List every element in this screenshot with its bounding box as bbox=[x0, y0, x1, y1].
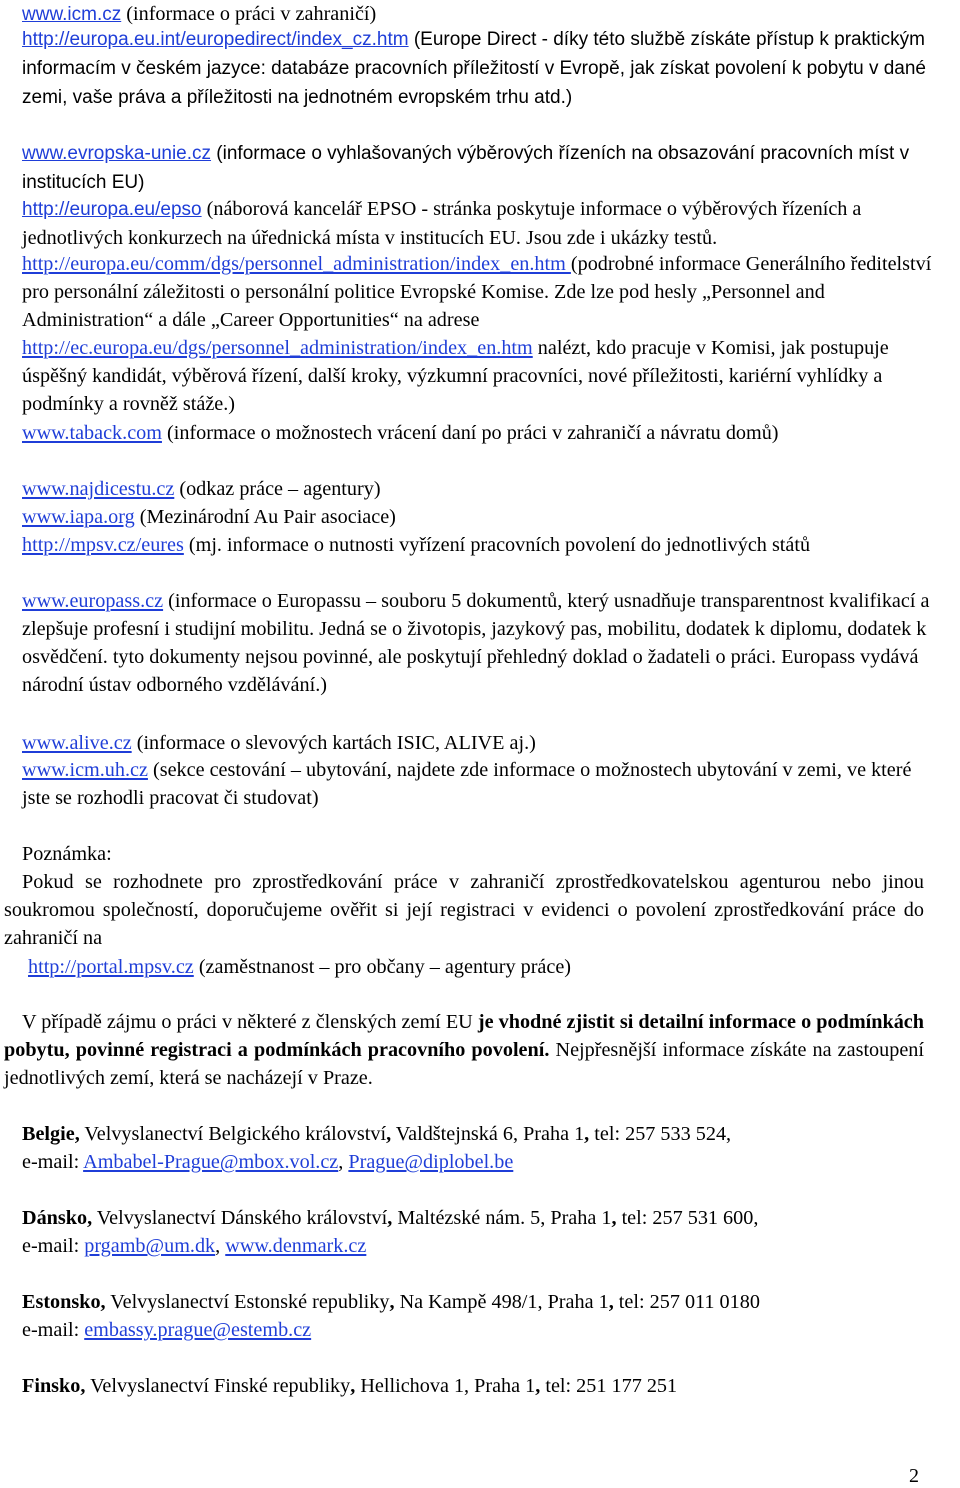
list-item bbox=[22, 756, 934, 812]
link-iapa[interactable]: www.iapa.org bbox=[22, 506, 135, 528]
embassy-name: Velvyslanectví Dánského království bbox=[92, 1207, 388, 1229]
list-item bbox=[22, 587, 934, 699]
list-item bbox=[22, 139, 934, 197]
link-alive[interactable]: www.alive.cz bbox=[22, 732, 132, 754]
info-intro: V případě zájmu o práci v některé z členských zemí EU bbox=[22, 1011, 478, 1033]
link-ec-personnel[interactable]: http://ec.europa.eu/dgs/personnel_administration/index_en.htm bbox=[22, 337, 533, 359]
country-name: Finsko, bbox=[22, 1375, 86, 1397]
embassy-name: Velvyslanectví Belgického království bbox=[79, 1123, 387, 1145]
list-item bbox=[22, 475, 381, 503]
list-item bbox=[22, 25, 934, 112]
country-name: Belgie, bbox=[22, 1123, 80, 1145]
link-icm-uh[interactable]: www.icm.uh.cz bbox=[22, 759, 148, 781]
list-item bbox=[22, 503, 396, 531]
link-description: (podrobné informace Generálního ředitelství pro personální záležitosti o personální politice Evropské Komise. Zde lze pod hesly „Personnel and Administration“ a dále „Career Opportunities“ na adrese bbox=[22, 253, 932, 331]
embassy-name: Velvyslanectví Finské republiky bbox=[85, 1375, 351, 1397]
link-description: nalézt, kdo pracuje v Komisi, jak postupuje úspěšný kandidát, výběrová řízení, další kroky, výzkumní pracovníci, nové příležitosti, kariérní vyhlídky a podmínky a rovněž stáže.) bbox=[22, 337, 889, 415]
link-description: (sekce cestování – ubytování, najdete zde informace o možnostech ubytování v zemi, ve které jste se rozhodli pracovat či studovat) bbox=[22, 759, 912, 809]
email-link[interactable]: Ambabel-Prague@mbox.vol.cz bbox=[83, 1151, 339, 1173]
link-evropska-unie[interactable]: www.evropska-unie.cz bbox=[22, 143, 212, 164]
embassy-belgie-email: e-mail: Ambabel-Prague@mbox.vol.cz, Prague@diplobel.be bbox=[22, 1151, 514, 1173]
country-name: Dánsko, bbox=[22, 1207, 93, 1229]
embassy-dansko-email: e-mail: prgamb@um.dk, www.denmark.cz bbox=[22, 1235, 367, 1257]
embassy-tel: tel: 257 533 524, bbox=[589, 1123, 732, 1145]
embassy-finsko: Finsko, Velvyslanectví Finské republiky, Hellichova 1, Praha 1, tel: 251 177 251 bbox=[22, 1375, 678, 1397]
embassy-tel: tel: 251 177 251 bbox=[540, 1375, 678, 1397]
embassy-tel: tel: 257 531 600, bbox=[616, 1207, 759, 1229]
email-label: e-mail: bbox=[22, 1319, 85, 1341]
list-item bbox=[22, 250, 934, 418]
embassy-name: Velvyslanectví Estonské republiky bbox=[105, 1291, 390, 1313]
link-description: (zaměstnanost – pro občany – agentury práce) bbox=[193, 956, 572, 978]
embassy-estonsko: Estonsko, Velvyslanectví Estonské republiky, Na Kampě 498/1, Praha 1, tel: 257 011 0180 bbox=[22, 1291, 760, 1313]
info-outro: Nejpřesnější informace získáte na zastoupení jednotlivých zemí, která se nacházejí v Praze. bbox=[4, 1039, 924, 1089]
link-personnel-administration[interactable]: http://europa.eu/comm/dgs/personnel_administration/index_en.htm bbox=[22, 253, 571, 275]
link-taback[interactable]: www.taback.com bbox=[22, 422, 162, 444]
list-item bbox=[22, 195, 934, 252]
embassy-address: Na Kampě 498/1, Praha 1 bbox=[394, 1291, 609, 1313]
link-europe-direct[interactable]: http://europa.eu.int/europedirect/index_cz.htm bbox=[22, 29, 409, 50]
link-description: (Mezinárodní Au Pair asociace) bbox=[134, 506, 396, 528]
link-description: (informace o slevových kartách ISIC, ALIVE aj.) bbox=[131, 732, 536, 754]
embassy-address: Hellichova 1, Praha 1 bbox=[355, 1375, 536, 1397]
link-description: (informace o práci v zahraničí) bbox=[121, 3, 377, 25]
page-number: 2 bbox=[909, 1465, 919, 1487]
link-mpsv-eures[interactable]: http://mpsv.cz/eures bbox=[22, 534, 184, 556]
email-label: e-mail: bbox=[22, 1235, 85, 1257]
embassy-estonsko-email bbox=[22, 1316, 311, 1344]
link-description: (informace o Europassu – souboru 5 dokumentů, který usnadňuje transparentnost kvalifikací a zlepšuje profesní i studijní mobilitu. Jedná se o životopis, jazykový pas, mobilitu, dodatek k diplomu, dodatek k osvědčení. tyto dokumenty nejsou povinné, ale poskytují přehledný doklad o žadateli o práci. Europass vydává národní ústav odborného vzdělávání.) bbox=[22, 590, 930, 696]
note-text: Pokud se rozhodnete pro zprostředkování práce v zahraničí zprostředkovatelskou agenturou nebo jinou soukromou společností, doporučujeme ověřit si její registraci v evidenci o povolení zprostředkování práce do zahraničí na bbox=[4, 871, 924, 949]
link-description: (náborová kancelář EPSO - stránka poskytuje informace o výběrových řízeních a jednotlivých konkurzech na úřednická místa v institucích EU. Jsou zde i ukázky testů. bbox=[22, 198, 862, 249]
link-description: (informace o možnostech vrácení daní po práci v zahraničí a návratu domů) bbox=[161, 422, 779, 444]
note-title: Poznámka: bbox=[22, 843, 112, 865]
list-item bbox=[22, 531, 934, 559]
link-description: (Europe Direct - díky této službě získáte přístup k praktickým informacím v českém jazyce: databáze pracovních příležitostí v Evropě, jak získat povolení k pobytu v dané zemi, vaše práva a příležitosti na jednotném evropském trhu atd.) bbox=[22, 29, 926, 108]
email-label: e-mail: bbox=[22, 1151, 84, 1173]
list-item bbox=[22, 729, 536, 757]
link-portal-mpsv[interactable]: http://portal.mpsv.cz bbox=[28, 956, 194, 978]
embassy-dansko: Dánsko, Velvyslanectví Dánského království, Maltézské nám. 5, Praha 1, tel: 257 531 600, bbox=[22, 1207, 759, 1229]
list-item bbox=[22, 419, 934, 447]
info-paragraph bbox=[4, 1008, 924, 1092]
note-link-line bbox=[28, 953, 571, 981]
web-link[interactable]: www.denmark.cz bbox=[225, 1235, 367, 1257]
link-epso[interactable]: http://europa.eu/epso bbox=[22, 199, 202, 220]
email-link[interactable]: embassy.prague@estemb.cz bbox=[84, 1319, 312, 1341]
embassy-address: Maltézské nám. 5, Praha 1 bbox=[392, 1207, 612, 1229]
info-bold: je vhodné zjistit si detailní informace o podmínkách pobytu, povinné registraci a podmínkách pracovního povolení. bbox=[4, 1011, 924, 1061]
link-description: (mj. informace o nutnosti vyřízení pracovních povolení do jednotlivých států bbox=[183, 534, 811, 556]
link-europass[interactable]: www.europass.cz bbox=[22, 590, 164, 612]
link-description: (odkaz práce – agentury) bbox=[174, 478, 381, 500]
link-icm[interactable]: www.icm.cz bbox=[22, 4, 122, 25]
embassy-belgie: Belgie, Velvyslanectví Belgického království, Valdštejnská 6, Praha 1, tel: 257 533 524, bbox=[22, 1123, 732, 1145]
email-link[interactable]: Prague@diplobel.be bbox=[348, 1151, 514, 1173]
link-najdicestu[interactable]: www.najdicestu.cz bbox=[22, 478, 175, 500]
embassy-address: Valdštejnská 6, Praha 1 bbox=[391, 1123, 585, 1145]
link-description: (informace o vyhlašovaných výběrových řízeních na obsazování pracovních míst v institucích EU) bbox=[22, 143, 910, 193]
embassy-tel: tel: 257 011 0180 bbox=[613, 1291, 760, 1313]
country-name: Estonsko, bbox=[22, 1291, 106, 1313]
email-link[interactable]: prgamb@um.dk bbox=[84, 1235, 216, 1257]
